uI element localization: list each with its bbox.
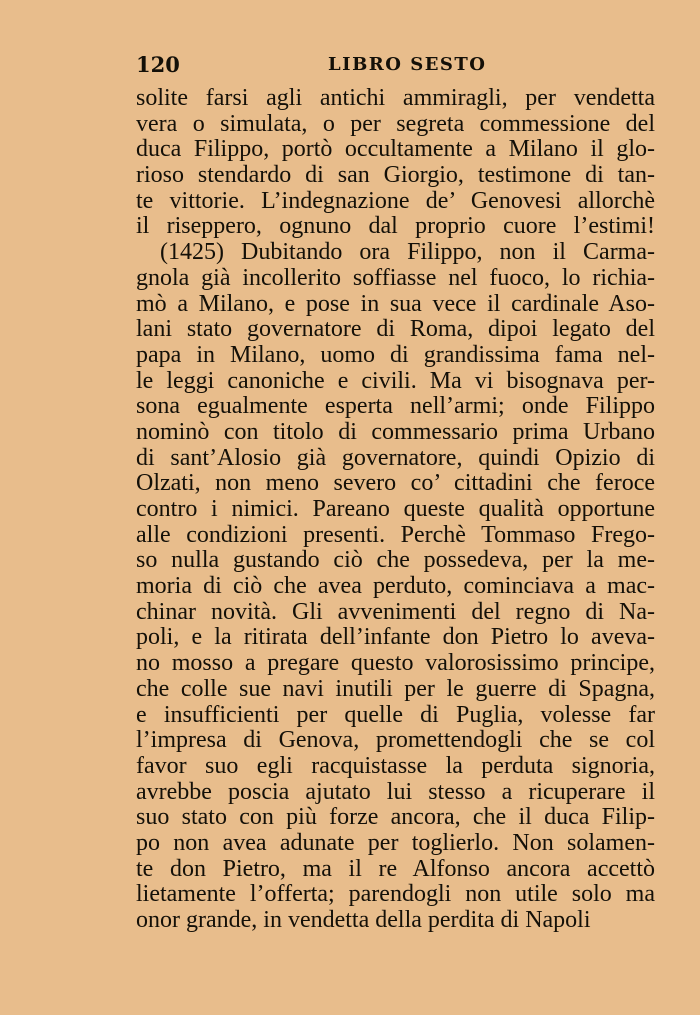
- text-line: l’impresa di Genova, promettendogli che se col: [136, 727, 655, 754]
- text-line: suo stato con più forze ancora, che il duca Filip-: [136, 804, 655, 831]
- text-line: chinar novità. Gli avvenimenti del regno di Na-: [136, 598, 655, 625]
- running-head: LIBRO SESTO: [328, 54, 487, 75]
- text-line: e insufficienti per quelle di Puglia, volesse far: [136, 701, 655, 728]
- text-line: papa in Milano, uomo di grandissima fama nel-: [136, 341, 655, 368]
- text-line: solite farsi agli antichi ammiragli, per vendetta: [136, 85, 655, 111]
- text-line: nominò con titolo di commessario prima Urbano: [136, 418, 655, 445]
- text-line: po non avea adunate per toglierlo. Non solamen-: [136, 829, 655, 856]
- page-number: 120: [136, 52, 180, 77]
- text-line: te don Pietro, ma il re Alfonso ancora accettò: [136, 855, 655, 882]
- paragraph-start-line: (1425) Dubitando ora Filippo, non il Carma-: [160, 239, 655, 266]
- text-line: onor grande, in vendetta della perdita di Napoli: [136, 907, 591, 933]
- text-line: no mosso a pregare questo valorosissimo principe,: [136, 650, 655, 677]
- text-line: le leggi canoniche e civili. Ma vi bisognava per-: [136, 367, 655, 394]
- text-line: avrebbe poscia ajutato lui stesso a ricuperare il: [136, 778, 655, 805]
- text-line: moria di ciò che avea perduto, cominciava a mac-: [136, 573, 655, 600]
- text-line: rioso stendardo di san Giorgio, testimone di tan-: [136, 162, 655, 189]
- text-line: sona egualmente esperta nell’armi; onde Filippo: [136, 393, 655, 420]
- text-line: te vittorie. L’indegnazione de’ Genovesi allorchè: [136, 187, 655, 214]
- text-line: lietamente l’offerta; parendogli non utile solo ma: [136, 881, 655, 908]
- text-line: gnola già incollerito soffiasse nel fuoco, lo richia-: [136, 264, 655, 291]
- text-line: il riseppero, ognuno dal proprio cuore l’estimi!: [136, 213, 655, 240]
- text-line: vera o simulata, o per segreta commessione del: [136, 110, 655, 137]
- text-line: lani stato governatore di Roma, dipoi legato del: [136, 316, 655, 343]
- text-line: mò a Milano, e pose in sua vece il cardinale Aso-: [136, 290, 655, 317]
- text-line: so nulla gustando ciò che possedeva, per la me-: [136, 547, 655, 574]
- text-line: che colle sue navi inutili per le guerre di Spagna,: [136, 675, 655, 702]
- text-line: alle condizioni presenti. Perchè Tommaso Frego-: [136, 521, 655, 548]
- text-line: duca Filippo, portò occultamente a Milano il glo-: [136, 136, 655, 163]
- page-header: [136, 52, 655, 82]
- text-line: poli, e la ritirata dell’infante don Pietro lo aveva-: [136, 624, 655, 651]
- text-line: contro i nimici. Pareano queste qualità opportune: [136, 496, 655, 522]
- text-line: di sant’Alosio già governatore, quindi Opizio di: [136, 444, 655, 471]
- text-line: Olzati, non meno severo co’ cittadini che feroce: [136, 470, 655, 497]
- text-line: favor suo egli racquistasse la perduta signoria,: [136, 752, 655, 779]
- body-text: [136, 86, 655, 934]
